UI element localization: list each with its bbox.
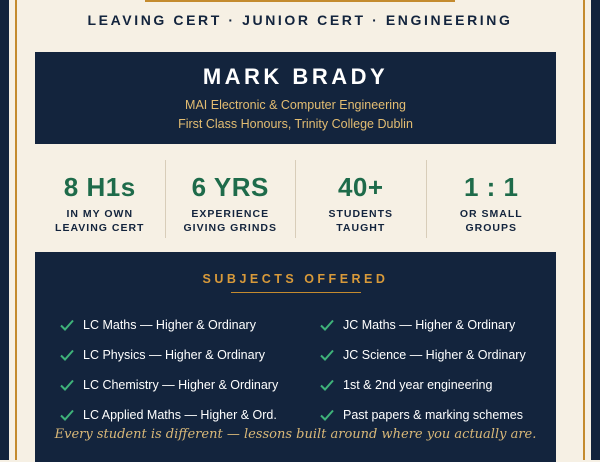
stat-value: 40+ xyxy=(337,172,384,202)
stat-label: OR SMALL GROUPS xyxy=(459,208,523,234)
stat-label: IN MY OWN LEAVING CERT xyxy=(55,208,145,234)
subject-item xyxy=(319,400,526,430)
check-icon xyxy=(59,347,75,363)
subject-item xyxy=(59,400,278,430)
subjects-divider xyxy=(231,292,361,293)
stat-groups xyxy=(426,160,557,238)
subject-label: LC Maths — Higher & Ordinary xyxy=(83,318,256,332)
subject-item xyxy=(319,370,526,400)
subject-item xyxy=(59,310,278,340)
subject-label: JC Maths — Higher & Ordinary xyxy=(343,318,516,332)
check-icon xyxy=(319,347,335,363)
stat-value: 1 : 1 xyxy=(463,172,519,202)
check-icon xyxy=(319,317,335,333)
check-icon xyxy=(59,317,75,333)
check-icon xyxy=(59,407,75,423)
honours-text: First Class Honours, Trinity College Dublin xyxy=(178,117,413,131)
stat-label: STUDENTS TAUGHT xyxy=(328,208,394,234)
top-rule xyxy=(145,0,455,2)
stat-label: EXPERIENCE GIVING GRINDS xyxy=(183,208,277,234)
check-icon xyxy=(319,377,335,393)
tagline: LEAVING CERT · JUNIOR CERT · ENGINEERING xyxy=(87,12,513,28)
tagline-quote: Every student is different — lessons built around where you actually are. xyxy=(54,427,537,442)
subjects-left-column xyxy=(59,310,278,430)
profile-panel xyxy=(35,52,556,144)
subject-label: LC Physics — Higher & Ordinary xyxy=(83,348,266,362)
stat-students xyxy=(295,160,426,238)
stat-value: 6 YRS xyxy=(191,172,269,202)
subjects-panel xyxy=(35,252,556,462)
subject-label: LC Applied Maths — Higher & Ord. xyxy=(83,408,277,422)
stat-h1s xyxy=(35,160,165,238)
subject-item xyxy=(59,370,278,400)
subject-label: LC Chemistry — Higher & Ordinary xyxy=(83,378,279,392)
subject-item xyxy=(319,310,526,340)
stats-row xyxy=(35,160,556,238)
check-icon xyxy=(319,407,335,423)
stat-value: 8 H1s xyxy=(63,172,136,202)
check-icon xyxy=(59,377,75,393)
subject-item xyxy=(319,340,526,370)
subject-label: 1st & 2nd year engineering xyxy=(343,378,493,392)
subjects-right-column xyxy=(319,310,526,430)
subjects-title: SUBJECTS OFFERED xyxy=(202,272,389,286)
tutor-name: MARK BRADY xyxy=(202,64,389,89)
subject-label: Past papers & marking schemes xyxy=(343,408,523,422)
subject-item xyxy=(59,340,278,370)
degree-text: MAI Electronic & Computer Engineering xyxy=(185,98,406,112)
subject-label: JC Science — Higher & Ordinary xyxy=(343,348,526,362)
stat-experience xyxy=(165,160,296,238)
